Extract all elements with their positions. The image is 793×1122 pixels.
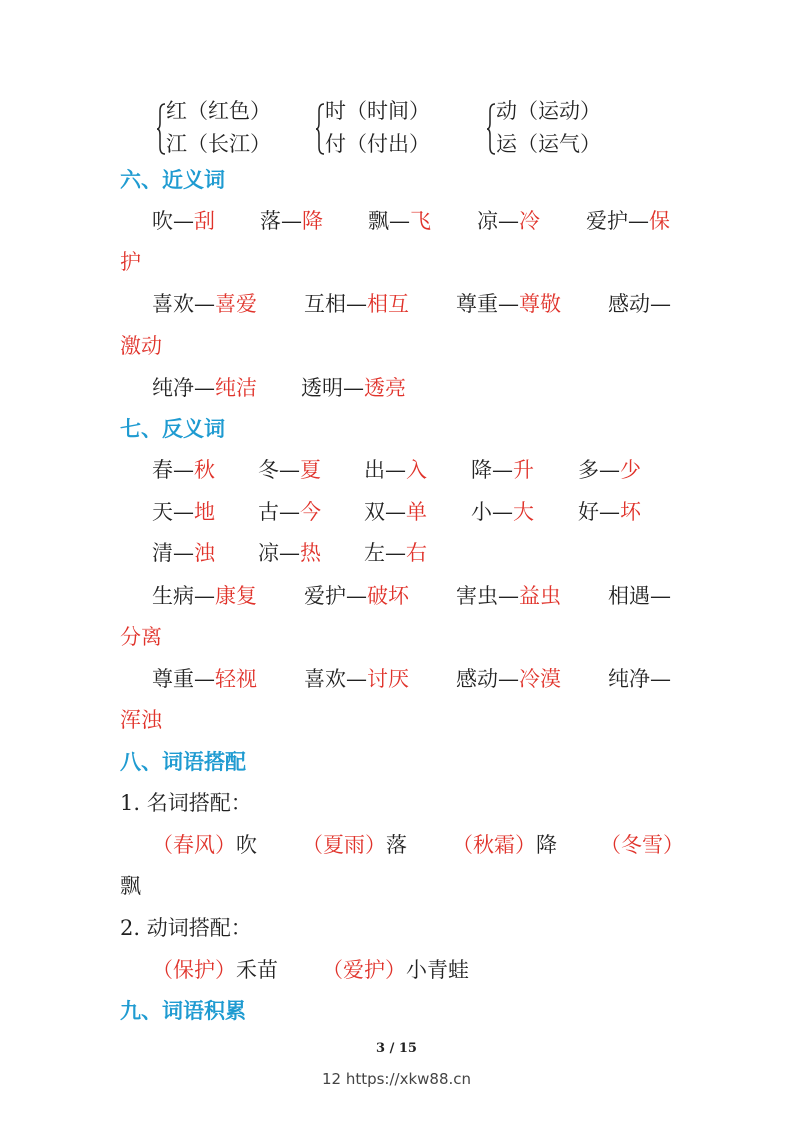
antonym-pair-wrap-end: 分离 [120,625,162,649]
synonym-pair: 纯净—纯洁 [152,376,257,400]
synonym-pair: 凉—冷 [477,209,540,233]
polyphone-3-line1: 动（运动） [496,99,601,123]
collocation-item: （春风）吹 [152,833,257,857]
antonym-pair-wrap-start: 纯净— [608,667,671,691]
collocation-item: （秋霜）降 [452,833,557,857]
antonym-pair: 感动—冷漠 [456,667,561,691]
antonym-pair: 喜欢—讨厌 [304,667,409,691]
antonym-pair: 多—少 [578,458,641,482]
synonym-pair: 尊重—尊敬 [456,292,561,316]
synonym-pair: 飘—飞 [368,209,431,233]
antonym-pair: 好—坏 [578,500,641,524]
section-heading-synonyms: 六、近义词 [120,168,225,192]
antonym-pair: 害虫—益虫 [456,584,561,608]
antonym-pair: 古—今 [258,500,321,524]
antonym-pair: 清—浊 [152,541,215,565]
synonym-pair: 互相—相互 [304,292,409,316]
polyphone-3-line2: 运（运气） [496,132,601,156]
antonym-pair: 小—大 [471,500,534,524]
synonym-pair: 喜欢—喜爱 [152,292,257,316]
synonym-pair-wrap-start: 感动— [608,292,671,316]
collocation-item: （爱护）小青蛙 [322,958,469,982]
footer-url: 12 https://xkw88.cn [321,1070,472,1088]
section-heading-collocations: 八、词语搭配 [120,750,246,774]
antonym-pair: 天—地 [152,500,215,524]
synonym-pair: 落—降 [260,209,323,233]
synonym-pair: 透明—透亮 [301,376,406,400]
antonym-pair: 春—秋 [152,458,215,482]
collocation-item-wrap-end: 飘 [120,874,141,898]
antonym-pair: 冬—夏 [258,458,321,482]
polyphone-2-line2: 付（付出） [325,132,430,156]
collocation-item: （保护）禾苗 [152,958,278,982]
antonym-pair: 凉—热 [258,541,321,565]
synonym-pair: 吹—刮 [152,209,215,233]
synonym-pair-wrap-end: 激动 [120,334,162,358]
antonym-pair: 左—右 [364,541,427,565]
synonym-pair-wrap-start: 爱护—保 [586,209,670,233]
antonym-pair: 双—单 [364,500,427,524]
antonym-pair: 尊重—轻视 [152,667,257,691]
polyphone-2-line1: 时（时间） [325,99,430,123]
synonym-pair-wrap-end: 护 [120,250,141,274]
section-heading-accumulation: 九、词语积累 [120,999,246,1023]
antonym-pair: 降—升 [471,458,534,482]
antonym-pair-wrap-start: 相遇— [608,584,671,608]
noun-collocation-subtitle: 1. 名词搭配： [120,791,252,815]
collocation-item-wrap-start: （冬雪） [600,833,684,857]
section-heading-antonyms: 七、反义词 [120,417,225,441]
verb-collocation-subtitle: 2. 动词搭配： [120,916,252,940]
page-number: 3 / 15 [376,1041,417,1056]
antonym-pair: 生病—康复 [152,584,257,608]
polyphone-1-line2: 江（长江） [166,132,271,156]
collocation-item: （夏雨）落 [302,833,407,857]
antonym-pair: 出—入 [364,458,427,482]
antonym-pair-wrap-end: 浑浊 [120,708,162,732]
polyphone-1-line1: 红（红色） [166,99,271,123]
antonym-pair: 爱护—破坏 [304,584,409,608]
